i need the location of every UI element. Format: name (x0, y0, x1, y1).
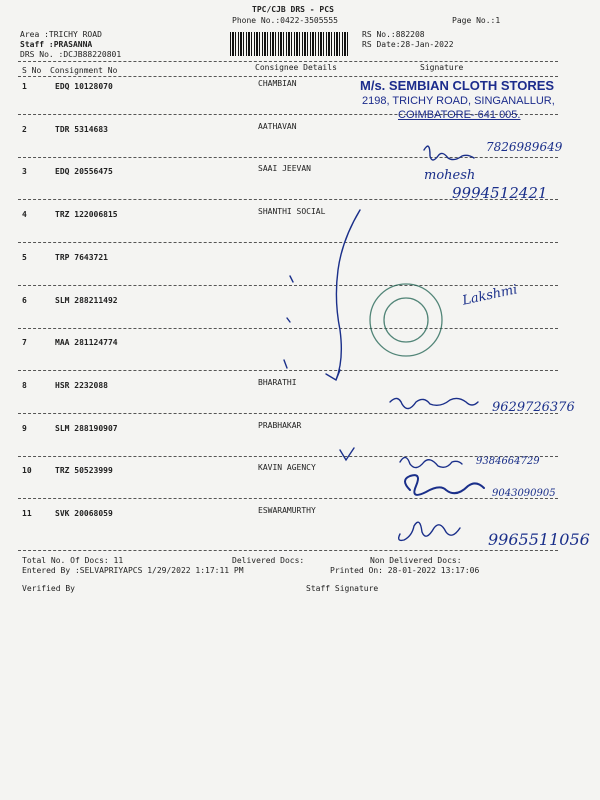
row-sno: 7 (22, 338, 27, 347)
row-consignment-no: HSR 2232088 (55, 381, 108, 390)
printed-on: Printed On: 28-01-2022 13:17:06 (330, 566, 480, 575)
row-sno: 8 (22, 381, 27, 390)
handwritten-phone: 9384664729 (476, 456, 540, 467)
row-consignment-no: EDQ 10128070 (55, 82, 113, 91)
rs-number: RS No.:882208 (362, 30, 425, 39)
divider (18, 550, 558, 551)
row-consignment-no: EDQ 20556475 (55, 167, 113, 176)
row-consignee: PRABHAKAR (258, 421, 302, 430)
row-consignee: SAAI JEEVAN (258, 164, 311, 173)
row-consignment-no: SLM 288190907 (55, 424, 118, 433)
column-sno: S No (22, 66, 42, 75)
total-docs: Total No. Of Docs: 11 (22, 556, 124, 565)
row-sno: 11 (22, 509, 32, 518)
row-consignment-no: TRZ 122006815 (55, 210, 118, 219)
tamil-signature-row9 (400, 457, 462, 467)
staff-label: Staff :PRASANNA (20, 40, 93, 49)
company-stamp-line1: M/s. SEMBIAN CLOTH STORES (360, 78, 555, 93)
row-consignment-no: MAA 281124774 (55, 338, 118, 347)
entered-by: Entered By :SELVAPRIYAPCS 1/29/2022 1:17:11 PM (22, 566, 244, 575)
handwritten-name: mohesh (424, 168, 476, 183)
non-delivered-docs: Non Delivered Docs: (370, 556, 462, 565)
row-sno: 3 (22, 167, 27, 176)
tamil-signature-row8 (390, 398, 478, 408)
tick-mark (290, 276, 293, 282)
handwritten-phone: 9629726376 (492, 400, 575, 415)
row-consignment-no: TRZ 50523999 (55, 466, 113, 475)
phone-number: Phone No.:0422-3505555 (232, 16, 338, 25)
row-sno: 9 (22, 424, 27, 433)
verified-by: Verified By (22, 584, 75, 593)
row-sno: 1 (22, 82, 27, 91)
handwritten-phone: 9043090905 (492, 488, 556, 499)
row-sno: 5 (22, 253, 27, 262)
row-consignment-no: SVK 20068059 (55, 509, 113, 518)
handwritten-phone: 9994512421 (452, 184, 548, 202)
row-sno: 4 (22, 210, 27, 219)
drs-number: DRS No. :DCJB88220801 (20, 50, 122, 59)
rs-date: RS Date:28-Jan-2022 (362, 40, 454, 49)
company-stamp-line2: 2198, TRICHY ROAD, SINGANALLUR, (362, 95, 555, 107)
company-stamp-line3: COIMBATORE- 641 005. (398, 109, 521, 121)
handwritten-phone: 9965511056 (488, 530, 590, 549)
column-signature: Signature (420, 63, 464, 72)
row-sno: 2 (22, 125, 27, 134)
round-stamp (370, 284, 442, 356)
row-consignee: AATHAVAN (258, 122, 297, 131)
column-consignee: Consignee Details (255, 63, 337, 72)
staff-signature: Staff Signature (306, 584, 379, 593)
row-consignment-no: TDR 5314683 (55, 125, 108, 134)
row-sno: 6 (22, 296, 27, 305)
column-consignment: Consignment No (50, 66, 118, 75)
area-label: Area :TRICHY ROAD (20, 30, 102, 39)
row-consignee: ESWARAMURTHY (258, 506, 316, 515)
handwritten-name: Lakshmi (461, 282, 519, 309)
row-sno: 10 (22, 466, 32, 475)
row-consignment-no: TRP 7643721 (55, 253, 108, 262)
document-title: TPC/CJB DRS - PCS (252, 5, 334, 14)
handwritten-phone: 7826989649 (486, 140, 563, 154)
arrow-line (326, 210, 360, 380)
row-consignee: KAVIN AGENCY (258, 463, 316, 472)
tick-mark (284, 360, 287, 368)
signature-row10 (405, 475, 484, 495)
signature-row2 (424, 146, 474, 160)
delivered-docs: Delivered Docs: (232, 556, 305, 565)
row-consignee: CHAMBIAN (258, 79, 297, 88)
tick-mark (287, 318, 290, 322)
check-mark (340, 448, 354, 460)
row-consignee: BHARATHI (258, 378, 297, 387)
row-consignee: SHANTHI SOCIAL (258, 207, 326, 216)
row-consignment-no: SLM 288211492 (55, 296, 118, 305)
page-number: Page No.:1 (452, 16, 501, 25)
signature-row11 (399, 522, 460, 540)
